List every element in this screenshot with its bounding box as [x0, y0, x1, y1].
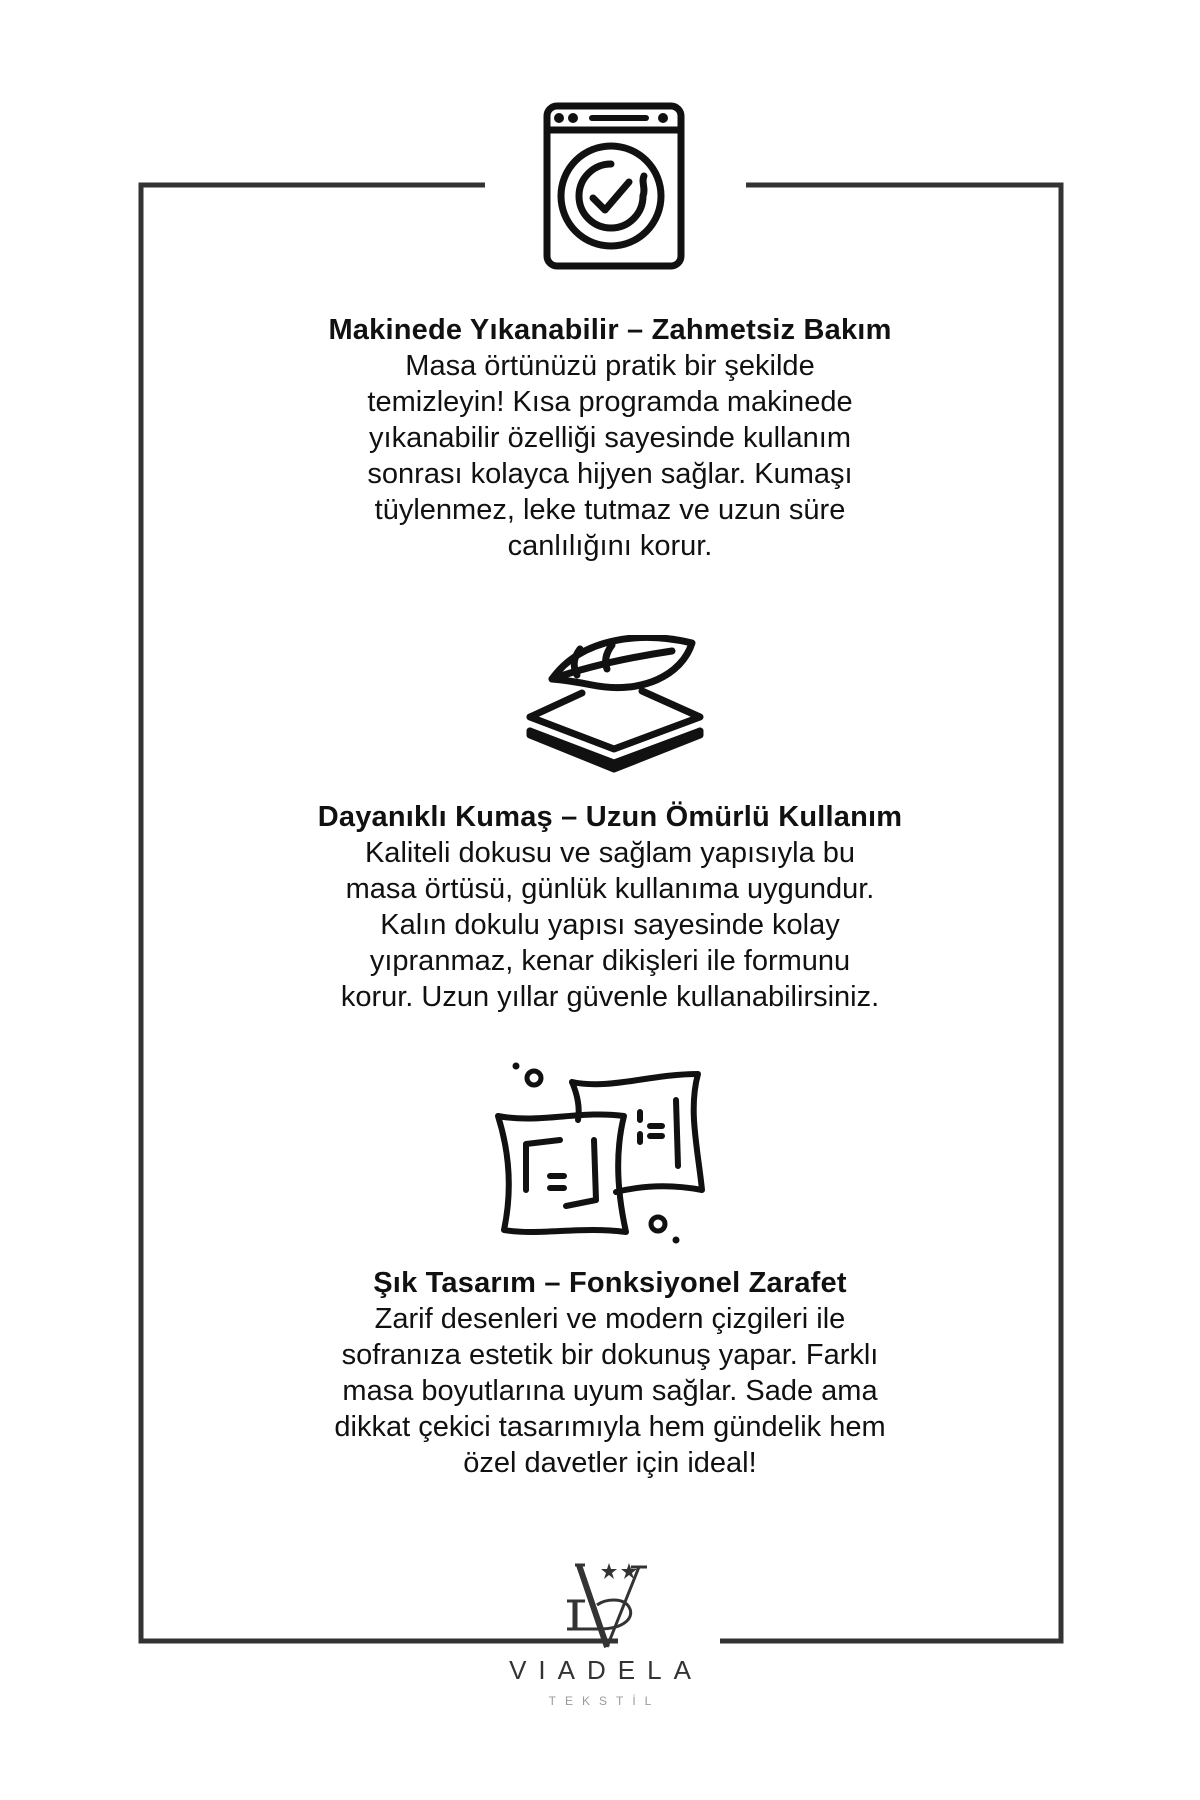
section-title: Şık Tasarım – Fonksiyonel Zarafet [373, 1267, 847, 1299]
section-durable-fabric [270, 799, 950, 1015]
section-body: Kaliteli dokusu ve sağlam yapısıyla bu masa örtüsü, günlük kullanıma uygundur. Kalın dokulu yapısı sayesinde kolay yıpranmaz, kenar dikişleri ile formunu korur. Uzun yıllar güvenle kullanabilirsiniz. [340, 837, 880, 1013]
cushions-icon [490, 1060, 712, 1250]
section-machine-washable [270, 312, 950, 564]
section-stylish-design [270, 1265, 950, 1481]
section-body: Masa örtünüzü pratik bir şekilde temizleyin! Kısa programda makinede yıkanabilir özelliği sayesinde kullanım sonrası kolayca hijyen sağlar. Kumaşı tüylenmez, leke tutmaz ve uzun süre canlılığını korur. [367, 350, 853, 562]
viadela-monogram-logo [555, 1555, 655, 1655]
brand-name: VIADELA [509, 1655, 703, 1685]
section-body: Zarif desenleri ve modern çizgileri ile sofranıza estetik bir dokunuş yapar. Farklı masa boyutlarına uyum sağlar. Sade ama dikkat çekici tasarımıyla hem gündelik hem özel davetler için ideal! [334, 1303, 886, 1479]
section-title: Dayanıklı Kumaş – Uzun Ömürlü Kullanım [317, 801, 903, 833]
layered-fabric-leaf-icon [522, 635, 708, 775]
washing-machine-icon [543, 102, 685, 270]
section-title: Makinede Yıkanabilir – Zahmetsiz Bakım [328, 314, 892, 346]
brand-subtitle: TEKSTİL [548, 1694, 661, 1708]
